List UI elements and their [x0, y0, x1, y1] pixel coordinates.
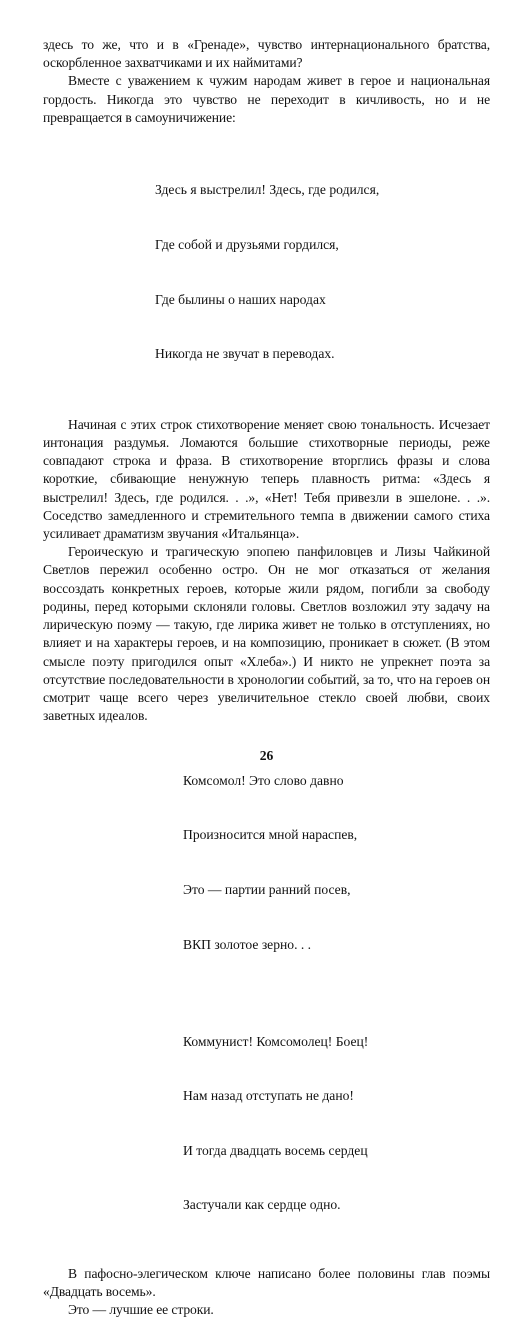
paragraph: Начиная с этих строк стихотворение меняет свою тональность. Исчезает интонация раздумья. Ломаются большие стихотворные периоды, реже совпадают строка и фраза. В стихотворение вторглись фразы и слова короткие, сбивающие ненужную теперь плавность ритма: «Здесь я выстрелил! Здесь, где родился. . .», «Нет! Тебя привезли в эшелоне. . .». Соседство замедленного и стремительного темпа в движении самого стиха усиливает драматизм звучания «Итальянца».: [43, 416, 490, 542]
poem-line: Произносится мной нараспев,: [183, 827, 358, 843]
page-number: 26: [259, 748, 274, 763]
poem-line: ВКП золотое зерно. . .: [183, 936, 312, 952]
poem-line: Это — партии ранний посев,: [183, 881, 351, 897]
book-page: [43, 36, 490, 1318]
poem-stanza: [155, 145, 490, 400]
poem-line: Коммунист! Комсомолец! Боец!: [183, 1033, 369, 1049]
poem-line: Никогда не звучат в переводах.: [155, 346, 335, 362]
poem-line: Здесь я выстрелил! Здесь, где родился,: [155, 182, 380, 198]
paragraph: здесь то же, что и в «Гренаде», чувство интернационального братства, оскорбленное захватчиками и их наймитами?: [43, 37, 490, 71]
poem-line: И тогда двадцать восемь сердец: [183, 1142, 368, 1158]
poem-line: Где собой и друзьями гордился,: [155, 237, 339, 253]
paragraph: Героическую и трагическую эпопею панфиловцев и Лизы Чайкиной Светлов пережил особенно остро. Он не мог отказаться от желания воссоздать конкретных героев, которые жили рядом, погибли за свободу родины, перед которыми склоняли головы. Светлов возложил эту задачу на лирическую поэму — такую, где лирика живет не только в отступлениях, но влияет и на характеры героев, и на композицию, проникает в сюжет. (В этом смысле поэту пригодился опыт «Хлеба».) И никто не упрекнет поэта за отсутствие последовательности в хронологии событий, за то, что на героев он смотрит чаще всего через увеличительное стекло своей любви, своих заветных идеалов.: [43, 544, 490, 724]
poem-stanza: [183, 996, 490, 1251]
poem-line: Где былины о наших народах: [155, 291, 326, 307]
paragraph: Вместе с уважением к чужим народам живет в герое и национальная гордость. Никогда это чувство не переходит в кичливость, но и не превращается в самоуничижение:: [43, 73, 490, 125]
paragraph: Это — лучшие ее строки.: [68, 1302, 214, 1318]
poem-line: Застучали как сердце одно.: [183, 1197, 341, 1213]
poem-line: Нам назад отступать не дано!: [183, 1088, 354, 1104]
paragraph: В пафосно-элегическом ключе написано более половины глав поэмы «Двадцать восемь».: [43, 1266, 490, 1300]
poem-stanza: [183, 735, 490, 990]
poem-line: Комсомол! Это слово давно: [183, 772, 344, 788]
